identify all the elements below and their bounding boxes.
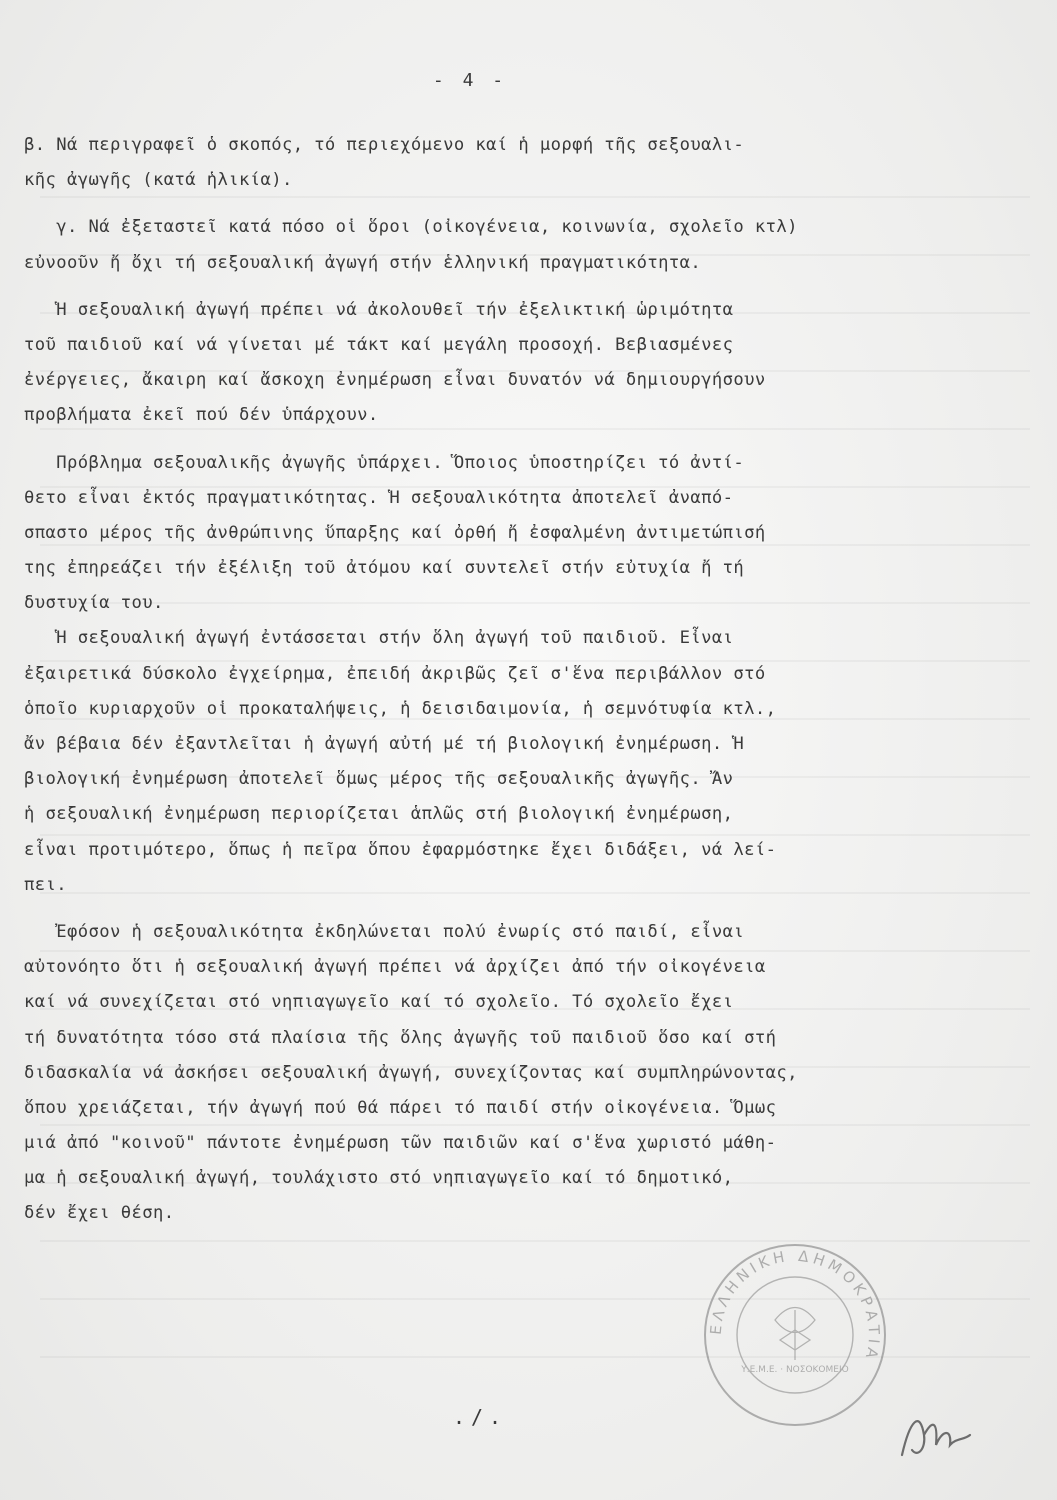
text-line: σπαστο μέρος τῆς ἀνθρώπινης ὕπαρξης καί ὀρθή ἤ ἐσφαλμένη ἀντιμετώπισή: [24, 522, 766, 543]
text-line: ἡ σεξουαλική ἐνημέρωση περιορίζεται ἁπλῶς στή βιολογική ἐνημέρωση,: [24, 804, 734, 825]
text-line: Ἐφόσον ἡ σεξουαλικότητα ἐκδηλώνεται πολύ ἐνωρίς στό παιδί, εἶναι: [24, 921, 745, 942]
text-line: μα ἡ σεξουαλική ἀγωγή, τουλάχιστο στό νηπιαγωγεῖο καί τό δημοτικό,: [24, 1168, 734, 1189]
text-line: προβλήματα ἐκεῖ πού δέν ὑπάρχουν.: [24, 405, 379, 426]
text-line: δυστυχία του.: [24, 593, 164, 614]
stamp-outer-text: ΕΛΛΗΝΙΚΗ ΔΗΜΟΚΡΑΤΙΑ: [706, 1246, 884, 1365]
official-stamp: [700, 1240, 890, 1430]
text-line: της ἐπηρεάζει τήν ἐξέλιξη τοῦ ἀτόμου καί συντελεῖ στήν εὐτυχία ἤ τή: [24, 558, 745, 579]
text-line: ὅπου χρειάζεται, τήν ἀγωγή πού θά πάρει τό παιδί στήν οἰκογένεια. Ὅμως: [24, 1097, 777, 1118]
emblem-icon: [775, 1308, 815, 1361]
text-line: αὐτονόητο ὅτι ἡ σεξουαλική ἀγωγή πρέπει νά ἀρχίζει ἀπό τήν οἰκογένεια: [24, 957, 766, 978]
text-line: γ. Νά ἐξεταστεῖ κατά πόσο οἱ ὅροι (οἰκογένεια, κοινωνία, σχολεῖο κτλ): [24, 217, 798, 238]
text-line: τοῦ παιδιοῦ καί νά γίνεται μέ τάκτ καί μεγάλη προσοχή. Βεβιασμένες: [24, 334, 734, 355]
text-line: θετο εἶναι ἐκτός πραγματικότητας. Ἡ σεξουαλικότητα ἀποτελεῖ ἀναπό-: [24, 487, 734, 508]
text-line: μιά ἀπό "κοινοῦ" πάντοτε ἐνημέρωση τῶν παιδιῶν καί σ'ἕνα χωριστό μάθη-: [24, 1133, 777, 1154]
text-line: εὐνοοῦν ἤ ὄχι τή σεξουαλική ἀγωγή στήν ἑλληνική πραγματικότητα.: [24, 252, 702, 273]
text-line: Ἡ σεξουαλική ἀγωγή πρέπει νά ἀκολουθεῖ τήν ἐξελικτική ὡριμότητα: [24, 299, 734, 320]
text-line: ἐνέργειες, ἄκαιρη καί ἄσκοχη ἐνημέρωση εἶναι δυνατόν νά δημιουργήσουν: [24, 370, 766, 391]
text-line: τή δυνατότητα τόσο στά πλαίσια τῆς ὅλης ἀγωγῆς τοῦ παιδιοῦ ὅσο καί στή: [24, 1027, 777, 1048]
stamp-inner-text: Υ.Ε.Μ.Ε. · ΝΟΣΟΚΟΜΕΙΟ: [741, 1365, 849, 1375]
text-line: εἶναι προτιμότερο, ὅπως ἡ πεῖρα ὅπου ἐφαρμόστηκε ἔχει διδάξει, νά λεί-: [24, 839, 777, 860]
text-line: Πρόβλημα σεξουαλικῆς ἀγωγῆς ὑπάρχει. Ὅποιος ὑποστηρίζει τό ἀντί-: [24, 452, 745, 473]
text-line: β. Νά περιγραφεῖ ὁ σκοπός, τό περιεχόμενο καί ἡ μορφή τῆς σεξουαλι-: [24, 135, 745, 155]
text-line: ὁποῖο κυριαρχοῦν οἱ προκαταλήψεις, ἡ δεισιδαιμονία, ἡ σεμνότυφία κτλ.,: [24, 698, 777, 719]
text-line: καί νά συνεχίζεται στό νηπιαγωγεῖο καί τό σχολεῖο. Τό σχολεῖο ἔχει: [24, 992, 734, 1013]
text-line: βιολογική ἐνημέρωση ἀποτελεῖ ὅμως μέρος τῆς σεξουαλικῆς ἀγωγῆς. Ἄν: [24, 769, 734, 790]
text-line: δέν ἔχει θέση.: [24, 1203, 175, 1224]
page-number: - 4 -: [432, 70, 508, 91]
text-line: κῆς ἀγωγῆς (κατά ἡλικία).: [24, 170, 293, 191]
continuation-mark: ./.: [452, 1405, 508, 1429]
body-text: [24, 128, 1024, 1232]
text-line: διδασκαλία νά ἀσκήσει σεξουαλική ἀγωγή, συνεχίζοντας καί συμπληρώνοντας,: [24, 1062, 798, 1083]
text-line: πει.: [24, 874, 67, 895]
text-line: ἄν βέβαια δέν ἐξαντλεῖται ἡ ἀγωγή αὐτή μέ τή βιολογική ἐνημέρωση. Ἡ: [24, 734, 745, 754]
text-line: Ἡ σεξουαλική ἀγωγή ἐντάσσεται στήν ὅλη ἀγωγή τοῦ παιδιοῦ. Εἶναι: [24, 628, 734, 649]
text-line: ἐξαιρετικά δύσκολο ἐγχείρημα, ἐπειδή ἀκριβῶς ζεῖ σ'ἕνα περιβάλλον στό: [24, 663, 766, 684]
